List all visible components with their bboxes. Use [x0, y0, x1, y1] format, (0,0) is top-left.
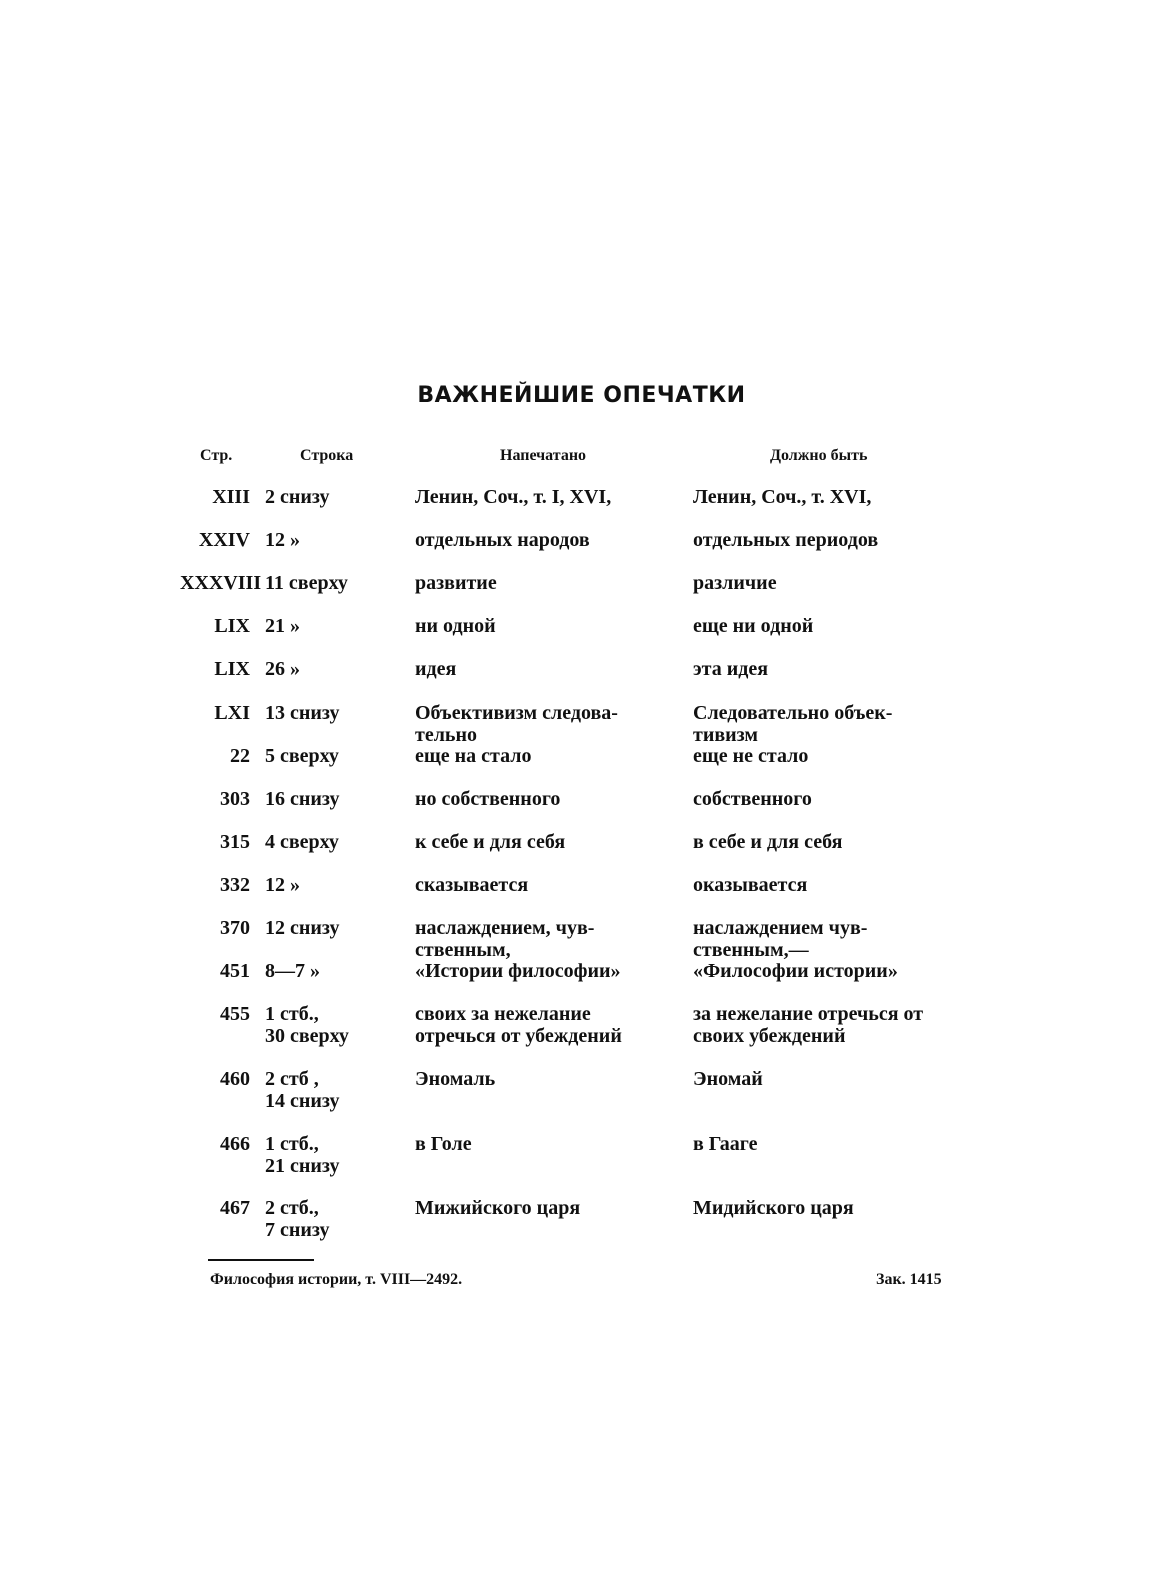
row-printed: еще на стало — [415, 745, 532, 767]
row-line: 11 сверху — [265, 572, 348, 594]
row-line: 2 стб., 7 снизу — [265, 1197, 330, 1241]
row-line: 12 снизу — [265, 917, 340, 939]
row-correct: отдельных периодов — [693, 529, 879, 551]
row-correct: еще не стало — [693, 745, 809, 767]
row-line: 26 » — [265, 658, 300, 680]
row-line: 2 стб , 14 снизу — [265, 1068, 340, 1112]
row-correct: в Гааге — [693, 1133, 758, 1155]
row-page: LIX — [214, 615, 250, 637]
row-printed: идея — [415, 658, 457, 680]
row-page: LXI — [214, 702, 250, 724]
row-page: 455 — [220, 1003, 250, 1025]
row-page: 315 — [220, 831, 250, 853]
row-line: 2 снизу — [265, 486, 330, 508]
row-line: 1 стб., 30 сверху — [265, 1003, 349, 1047]
row-correct: наслаждением чув- ственным,— — [693, 917, 868, 961]
row-line: 21 » — [265, 615, 300, 637]
row-correct: за нежелание отречься от своих убеждений — [693, 1003, 924, 1047]
row-printed: но собственного — [415, 788, 561, 810]
row-correct: собственного — [693, 788, 812, 810]
row-line: 4 сверху — [265, 831, 339, 853]
row-line: 8—7 » — [265, 960, 320, 982]
row-page: 303 — [220, 788, 250, 810]
row-line: 13 снизу — [265, 702, 340, 724]
row-correct: различие — [693, 572, 777, 594]
row-page: XIII — [212, 486, 250, 508]
row-printed: отдельных народов — [415, 529, 590, 551]
row-page: 332 — [220, 874, 250, 896]
row-printed: к себе и для себя — [415, 831, 566, 853]
header-page: Стр. — [200, 447, 233, 464]
row-printed: «Истории философии» — [415, 960, 621, 982]
row-correct: Эномай — [693, 1068, 763, 1090]
row-printed: Эномаль — [415, 1068, 496, 1090]
row-correct: в себе и для себя — [693, 831, 843, 853]
row-correct: Ленин, Соч., т. XVI, — [693, 486, 872, 508]
row-page: 460 — [220, 1068, 250, 1090]
row-printed: сказывается — [415, 874, 529, 896]
row-correct: Мидийского царя — [693, 1197, 854, 1219]
row-printed: Мижийского царя — [415, 1197, 581, 1219]
row-correct: Следовательно объек- тивизм — [693, 702, 893, 746]
row-page: XXIV — [198, 529, 250, 551]
row-page: XXXVIII — [180, 572, 262, 594]
header-line: Строка — [300, 447, 354, 464]
header-printed: Напечатано — [500, 447, 587, 464]
row-page: 22 — [230, 745, 250, 767]
row-printed: Объективизм следова- тельно — [415, 702, 618, 746]
row-page: 370 — [220, 917, 250, 939]
footnote-rule — [208, 1259, 314, 1261]
row-correct: эта идея — [693, 658, 769, 680]
row-line: 12 » — [265, 874, 300, 896]
row-correct: «Философии истории» — [693, 960, 898, 982]
page-title: ВАЖНЕЙШИЕ ОПЕЧАТКИ — [417, 383, 746, 408]
row-correct: еще ни одной — [693, 615, 814, 637]
row-printed: своих за нежелание отречься от убеждений — [415, 1003, 622, 1047]
row-printed: в Голе — [415, 1133, 472, 1155]
row-page: 466 — [220, 1133, 250, 1155]
row-line: 5 сверху — [265, 745, 339, 767]
row-line: 16 снизу — [265, 788, 340, 810]
row-correct: оказывается — [693, 874, 808, 896]
row-printed: Ленин, Соч., т. I, XVI, — [415, 486, 612, 508]
order-number: Зак. 1415 — [876, 1271, 942, 1288]
row-line: 12 » — [265, 529, 300, 551]
row-line: 1 стб., 21 снизу — [265, 1133, 340, 1177]
row-page: LIX — [214, 658, 250, 680]
row-printed: развитие — [415, 572, 497, 594]
header-correct: Должно быть — [770, 447, 868, 464]
row-page: 451 — [220, 960, 250, 982]
imprint-text: Философия истории, т. VIII—2492. — [210, 1271, 463, 1288]
row-printed: ни одной — [415, 615, 496, 637]
row-page: 467 — [220, 1197, 250, 1219]
row-printed: наслаждением, чув- ственным, — [415, 917, 595, 961]
